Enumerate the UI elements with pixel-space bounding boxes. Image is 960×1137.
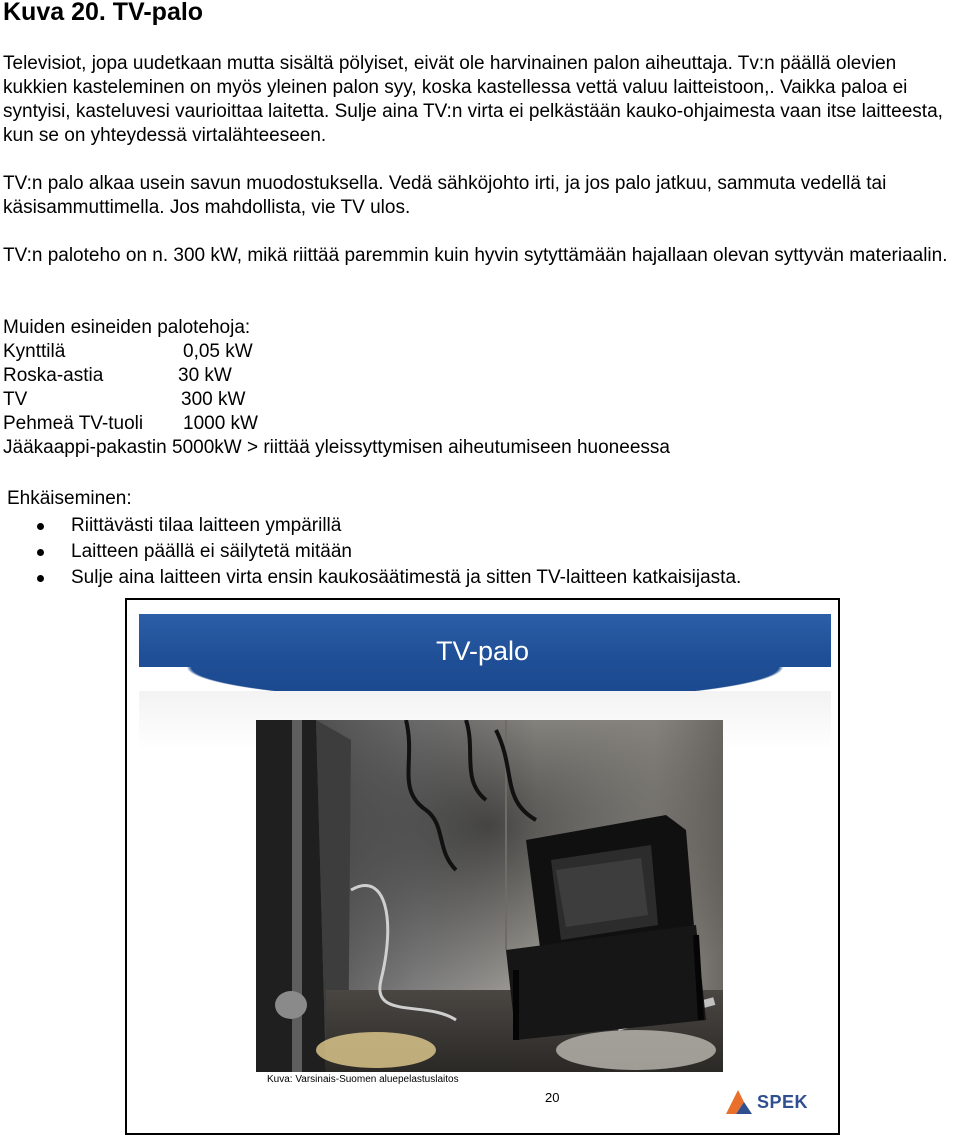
- fire-power-item-value: 300 kW: [181, 389, 246, 410]
- fire-power-item-value: 30 kW: [178, 365, 232, 386]
- fire-power-row: [3, 388, 958, 412]
- fire-power-item-value: 1000 kW: [183, 413, 258, 434]
- fire-power-item-name: Roska-astia: [3, 365, 104, 386]
- slide-figure: [125, 598, 840, 1135]
- fire-power-list: [3, 316, 958, 460]
- paragraph-tv-fire-causes: Televisiot, jopa uudetkaan mutta sisältä pölyiset, eivät ole harvinainen palon aiheuttaja. Tv:n päällä olevien kukkien kasteleminen on myös yleinen palon syy, koska kastellessa vettä valuu laitteistoon,. Vaikka paloa ei syntyisi, kasteluvesi vaurioittaa laitetta. Sulje aina TV:n virta ei pelkästään kauko-ohjaimesta vaan itse laitteesta, kun se on yhteydessä virtalähteeseen.: [3, 53, 943, 146]
- fire-power-row: [3, 340, 958, 364]
- page-number: 20: [545, 1090, 560, 1105]
- spek-logo-text: SPEK: [757, 1091, 809, 1112]
- fire-power-item-name: Kynttilä: [3, 341, 66, 362]
- prevention-title: Ehkäiseminen:: [7, 488, 132, 509]
- fire-power-intro: Muiden esineiden palotehoja:: [3, 317, 251, 338]
- spek-logo: [724, 1084, 814, 1120]
- bullet-icon: [37, 549, 44, 556]
- fire-power-item-value: 0,05 kW: [183, 341, 253, 362]
- spek-logo-icon: [724, 1088, 754, 1116]
- list-item-text: Riittävästi tilaa laitteen ympärillä: [71, 515, 342, 536]
- list-item: [0, 539, 741, 565]
- page-heading: Kuva 20. TV-palo: [3, 0, 204, 26]
- prevention-list: [0, 513, 741, 591]
- fire-power-item-name: Pehmeä TV-tuoli: [3, 413, 144, 434]
- fire-power-row: [3, 412, 958, 436]
- burned-tv-photo-drawing: [256, 720, 723, 1072]
- fire-power-item-name: TV: [3, 389, 28, 410]
- list-item: [0, 513, 741, 539]
- paragraph-tv-fire-power: TV:n paloteho on n. 300 kW, mikä riittää paremmin kuin hyvin sytyttämään hajallaan olevan syttyvän materiaalin.: [3, 245, 948, 266]
- list-item-text: Laitteen päällä ei säilytetä mitään: [71, 541, 352, 562]
- paragraph-tv-fire-actions: TV:n palo alkaa usein savun muodostuksella. Vedä sähköjohto irti, ja jos palo jatkuu, sammuta vedellä tai käsisammuttimella. Jos mahdollista, vie TV ulos.: [3, 173, 887, 218]
- slide-title: TV-palo: [435, 636, 530, 666]
- list-item: [0, 565, 741, 591]
- photo-caption: Kuva: Varsinais-Suomen aluepelastuslaitos: [267, 1074, 459, 1085]
- list-item-text: Sulje aina laitteen virta ensin kaukosäätimestä ja sitten TV-laitteen katkaisijasta.: [71, 567, 742, 588]
- bullet-icon: [37, 523, 44, 530]
- bullet-icon: [37, 575, 44, 582]
- burned-tv-photo: [256, 720, 723, 1072]
- fire-power-last-line: Jääkaappi-pakastin 5000kW > riittää yleissyttymisen aiheutumiseen huoneessa: [3, 437, 670, 458]
- fire-power-row: [3, 364, 958, 388]
